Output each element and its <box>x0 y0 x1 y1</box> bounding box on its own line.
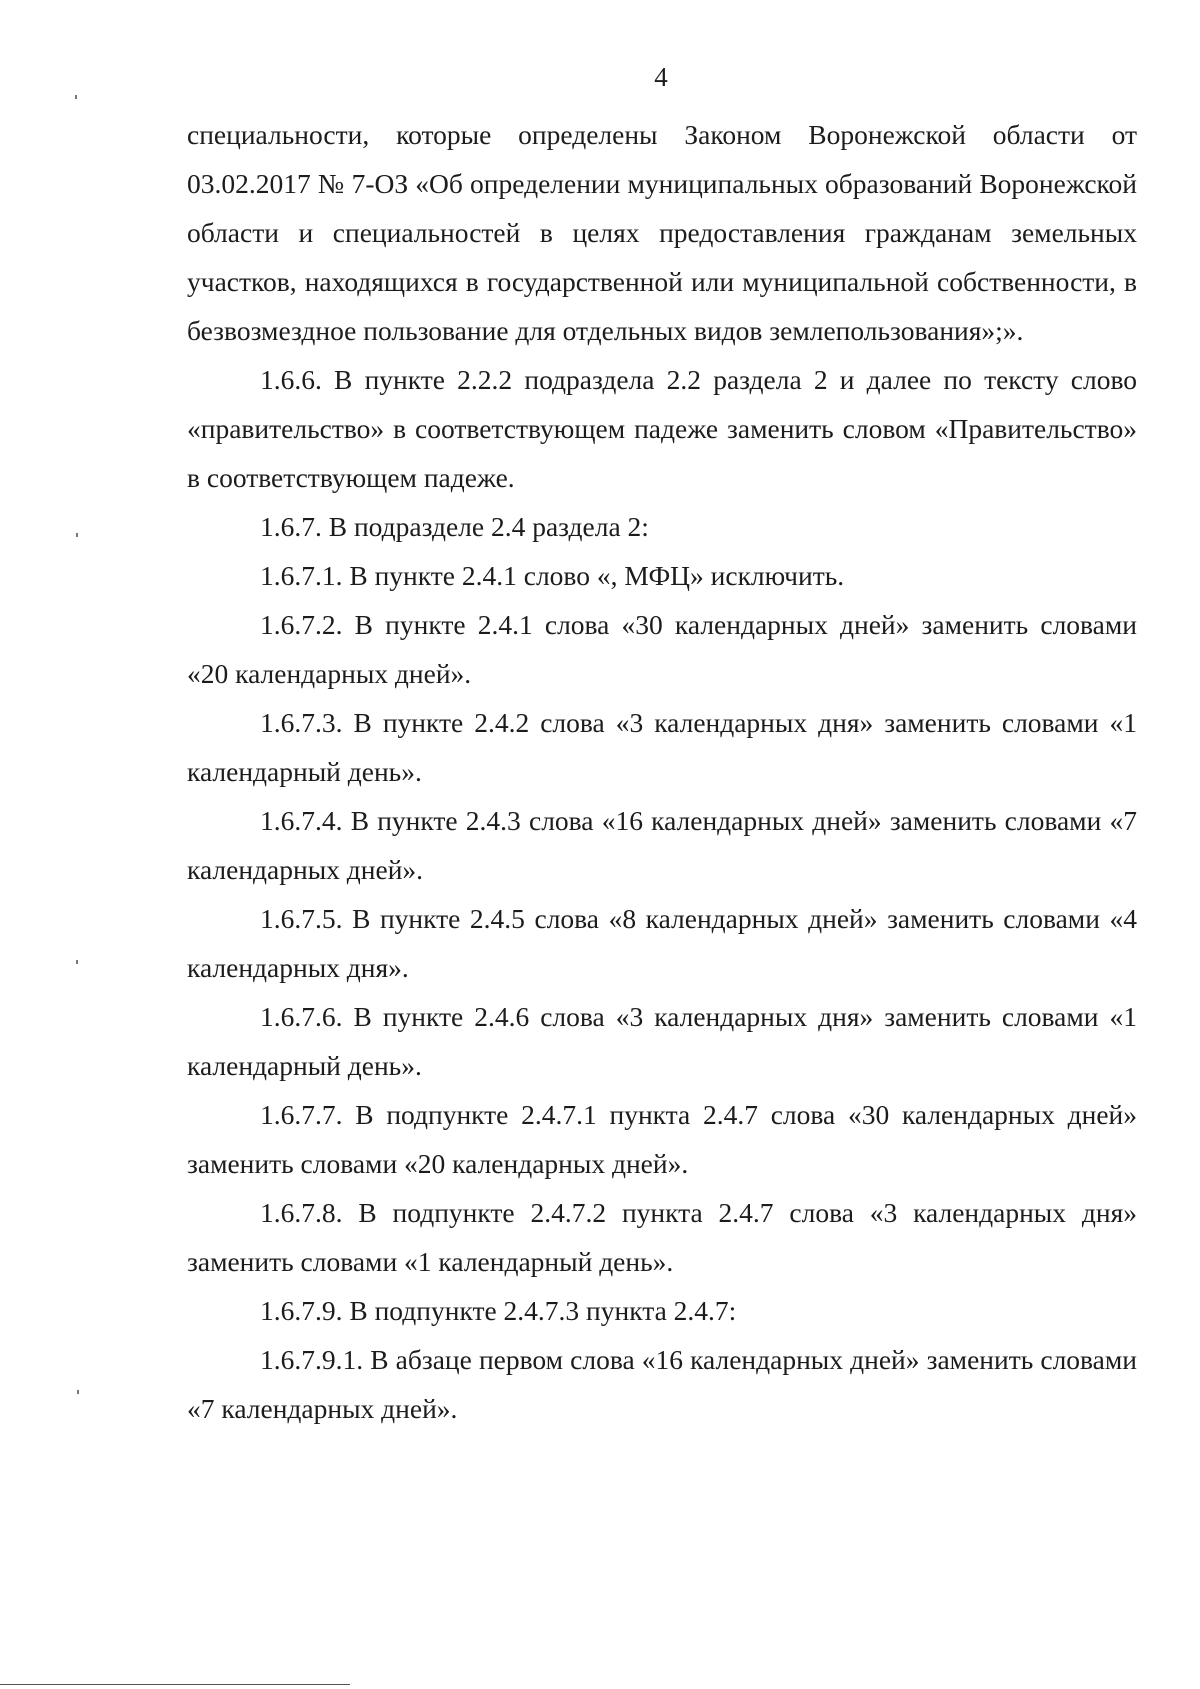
scan-speck <box>77 1390 79 1394</box>
paragraph-1-6-7-2: 1.6.7.2. В пункте 2.4.1 слова «30 календарных дней» заменить словами «20 календарных дней». <box>187 609 1137 689</box>
page-number: 4 <box>654 62 668 92</box>
paragraph-1-6-7: 1.6.7. В подразделе 2.4 раздела 2: <box>260 511 649 542</box>
paragraph-1-6-7-9: 1.6.7.9. В подпункте 2.4.7.3 пункта 2.4.7: <box>260 1295 737 1326</box>
paragraph-1-6-7-6: 1.6.7.6. В пункте 2.4.6 слова «3 календарных дня» заменить словами «1 календарный день». <box>187 1001 1137 1081</box>
scan-speck <box>76 533 78 537</box>
paragraph-1-6-6: 1.6.6. В пункте 2.2.2 подраздела 2.2 раздела 2 и далее по тексту слово «правительство» в соответствующем падеже заменить словом «Правительство» в соответствующем падеже. <box>187 364 1137 493</box>
paragraph-1-6-7-8: 1.6.7.8. В подпункте 2.4.7.2 пункта 2.4.7 слова «3 календарных дня» заменить словами «1 календарный день». <box>187 1197 1137 1277</box>
scan-speck <box>75 95 77 99</box>
paragraph-1-6-7-7: 1.6.7.7. В подпункте 2.4.7.1 пункта 2.4.7 слова «30 календарных дней» заменить словами «20 календарных дней». <box>187 1099 1137 1179</box>
document-body <box>187 110 1137 1433</box>
paragraph-1-6-7-1: 1.6.7.1. В пункте 2.4.1 слово «, МФЦ» исключить. <box>260 560 845 591</box>
paragraph-1-6-7-9-1: 1.6.7.9.1. В абзаце первом слова «16 календарных дней» заменить словами «7 календарных дней». <box>187 1344 1137 1424</box>
scan-bottom-edge <box>0 1684 350 1685</box>
paragraph-1-6-7-3: 1.6.7.3. В пункте 2.4.2 слова «3 календарных дня» заменить словами «1 календарный день». <box>187 707 1137 787</box>
scan-speck <box>76 960 78 964</box>
paragraph-continuation: специальности, которые определены Законом Воронежской области от 03.02.2017 № 7-ОЗ «Об определении муниципальных образований Воронежской области и специальностей в целях предоставления гражданам земельных участков, находящихся в государственной или муниципальной собственности, в безвозмездное пользование для отдельных видов землепользования»;». <box>187 119 1137 346</box>
paragraph-1-6-7-4: 1.6.7.4. В пункте 2.4.3 слова «16 календарных дней» заменить словами «7 календарных дней». <box>187 805 1137 885</box>
paragraph-1-6-7-5: 1.6.7.5. В пункте 2.4.5 слова «8 календарных дней» заменить словами «4 календарных дня». <box>187 903 1137 983</box>
